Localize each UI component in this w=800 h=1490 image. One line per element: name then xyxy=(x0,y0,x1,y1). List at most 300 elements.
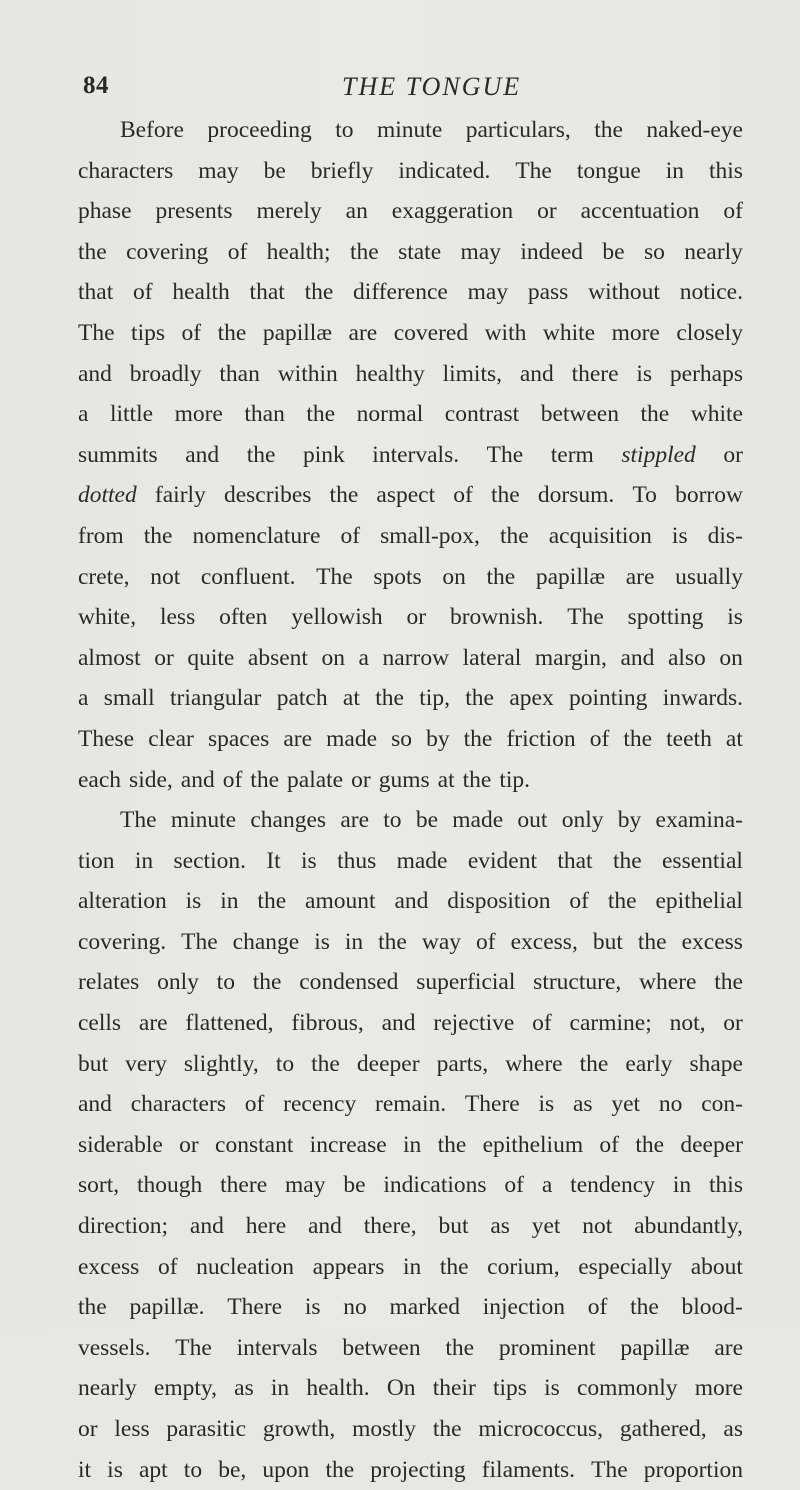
word: and xyxy=(189,1213,224,1240)
word: little xyxy=(109,401,154,428)
word: tips xyxy=(131,319,166,346)
word: rejective xyxy=(433,1010,515,1037)
word: or xyxy=(179,1131,199,1158)
word: quite xyxy=(187,644,235,671)
word: patch xyxy=(276,685,328,712)
text-line xyxy=(78,597,743,638)
word: To xyxy=(632,482,657,509)
word: are xyxy=(340,807,369,834)
word: health xyxy=(172,279,230,306)
word: injection xyxy=(482,1294,565,1321)
word: of xyxy=(723,198,743,225)
word: and xyxy=(307,1213,342,1240)
word: is xyxy=(544,1375,560,1402)
text-line xyxy=(78,232,743,273)
text-line xyxy=(78,394,743,435)
word: are xyxy=(138,1010,168,1037)
word: on xyxy=(719,644,743,671)
word: abundantly, xyxy=(634,1213,743,1240)
word: remain. xyxy=(375,1091,447,1118)
word: by xyxy=(426,725,450,752)
word: excess xyxy=(78,1253,140,1280)
word: is xyxy=(304,1294,321,1321)
word: this xyxy=(708,157,743,184)
word: and xyxy=(519,360,554,387)
word: each xyxy=(78,766,122,793)
word: tip. xyxy=(499,766,531,793)
word: may xyxy=(285,1172,326,1199)
word: a xyxy=(78,401,89,428)
word: is xyxy=(727,604,743,631)
word: than xyxy=(244,401,285,428)
word: healthy xyxy=(355,360,425,387)
word: fairly xyxy=(154,482,206,509)
word: is xyxy=(314,928,330,955)
word: The xyxy=(591,1456,628,1483)
word: tips xyxy=(492,1375,527,1402)
word: not xyxy=(582,1213,613,1240)
text-line xyxy=(78,1328,743,1369)
text-line xyxy=(78,354,743,395)
word: the xyxy=(637,928,667,955)
text-line xyxy=(78,1125,743,1166)
word: proportion xyxy=(643,1456,743,1483)
word: characters xyxy=(78,157,174,184)
word: naked-eye xyxy=(646,117,743,143)
word: to xyxy=(383,807,402,834)
word: margin, xyxy=(534,644,607,671)
word: closely xyxy=(676,319,743,346)
word: covering xyxy=(126,238,209,265)
word: within xyxy=(277,360,338,387)
word: may xyxy=(467,279,509,306)
word: at xyxy=(725,725,743,752)
word: apt xyxy=(138,1456,168,1483)
word: of xyxy=(244,1091,265,1118)
word: slightly, xyxy=(183,1050,259,1077)
word: projecting xyxy=(370,1456,466,1483)
word: superficial xyxy=(416,969,516,996)
word: the xyxy=(311,1050,340,1077)
word: to xyxy=(335,117,354,143)
word: The xyxy=(567,604,604,631)
word: almost xyxy=(78,644,141,671)
word: notice. xyxy=(679,279,743,306)
word: commonly xyxy=(576,1375,678,1402)
word: or xyxy=(723,1010,743,1037)
word: mostly xyxy=(352,1416,417,1442)
word: summits xyxy=(78,441,158,468)
word: On xyxy=(386,1375,416,1402)
word: normal xyxy=(356,401,424,428)
word: not, xyxy=(669,1010,706,1037)
word: There xyxy=(227,1294,283,1321)
word: of xyxy=(227,238,248,265)
word: white xyxy=(690,401,743,428)
word: tongue xyxy=(576,157,641,184)
word: spots xyxy=(373,563,422,590)
word: excess, xyxy=(510,928,578,955)
word: covered xyxy=(393,319,469,346)
word: constant xyxy=(215,1131,294,1158)
running-head: THE TONGUE xyxy=(342,72,522,101)
word: the xyxy=(612,847,642,874)
word: palate xyxy=(287,766,344,793)
text-line xyxy=(78,191,743,232)
word: the xyxy=(349,238,379,265)
word: without xyxy=(588,279,660,306)
word: micrococcus, xyxy=(478,1416,604,1442)
word: in xyxy=(134,847,154,874)
word: there xyxy=(220,1172,268,1199)
word: the xyxy=(463,725,493,752)
text-line xyxy=(78,1247,743,1288)
word: to xyxy=(275,1050,295,1077)
text-line xyxy=(78,313,743,354)
word: relates xyxy=(78,969,140,996)
word: the xyxy=(445,1334,475,1361)
word: especially xyxy=(578,1253,673,1280)
text-line xyxy=(78,719,743,760)
word: in xyxy=(402,1131,422,1158)
word: as xyxy=(234,1375,254,1402)
word: brownish. xyxy=(449,604,544,631)
word: the xyxy=(623,725,653,752)
word: be xyxy=(602,238,625,265)
word: indicated. xyxy=(398,157,491,184)
word: particulars, xyxy=(465,117,571,143)
text-line xyxy=(78,1084,743,1125)
word: no xyxy=(343,1294,367,1321)
word: vessels. xyxy=(78,1334,151,1361)
word: briefly xyxy=(310,157,374,184)
word: as xyxy=(490,1213,510,1240)
word: and xyxy=(78,1091,112,1118)
word: is xyxy=(538,1091,555,1118)
word: a xyxy=(78,685,89,712)
word: at xyxy=(342,685,360,712)
word: tip, xyxy=(419,685,450,712)
word: a xyxy=(358,644,369,671)
word: corium, xyxy=(487,1253,560,1280)
text-line xyxy=(78,678,743,719)
word: way xyxy=(421,928,462,955)
text-line xyxy=(78,1044,743,1085)
word: the xyxy=(250,766,280,793)
word: the xyxy=(630,1294,659,1321)
word: term xyxy=(550,441,594,468)
word: the xyxy=(246,441,276,468)
word: prominent xyxy=(498,1334,596,1361)
word: the xyxy=(325,1456,355,1483)
word: is xyxy=(671,522,688,549)
word: parasitic xyxy=(166,1416,247,1442)
word: indications xyxy=(383,1172,487,1199)
text-line xyxy=(78,922,743,963)
word: stippled xyxy=(621,441,696,468)
word: where xyxy=(505,1050,563,1077)
word: an xyxy=(345,198,368,225)
word: less xyxy=(159,604,196,631)
word: the xyxy=(714,969,743,996)
text-line xyxy=(78,1450,743,1490)
word: in xyxy=(672,1172,692,1199)
word: tendency xyxy=(570,1172,655,1199)
word: filaments. xyxy=(481,1456,576,1483)
text-line xyxy=(78,1409,743,1450)
word: yet xyxy=(611,1091,641,1118)
word: thus xyxy=(337,847,377,874)
word: essential xyxy=(662,847,743,874)
word: difference xyxy=(353,279,448,306)
word: side, xyxy=(129,766,173,793)
word: of xyxy=(157,1253,178,1280)
word: apex xyxy=(509,685,554,712)
word: of xyxy=(181,319,202,346)
text-line xyxy=(78,1287,743,1328)
word: here xyxy=(245,1213,287,1240)
word: dorsum. xyxy=(537,482,615,509)
word: characters xyxy=(130,1091,226,1118)
word: nucleation xyxy=(196,1253,294,1280)
word: between xyxy=(342,1334,421,1361)
word: increase xyxy=(309,1131,387,1158)
word: recency xyxy=(283,1091,357,1118)
word: by xyxy=(617,807,642,834)
word: the xyxy=(635,1131,665,1158)
word: is xyxy=(107,1456,123,1483)
word: made xyxy=(396,847,448,874)
word: con- xyxy=(701,1091,743,1118)
word: the xyxy=(78,238,107,265)
word: growth, xyxy=(262,1416,336,1442)
word: evident xyxy=(467,847,537,874)
word: to xyxy=(216,969,235,996)
word: are xyxy=(714,1334,743,1361)
word: or xyxy=(537,198,557,225)
word: of xyxy=(133,279,153,306)
word: inwards. xyxy=(662,685,743,712)
word: are xyxy=(283,725,313,752)
text-line xyxy=(78,881,743,922)
word: though xyxy=(137,1172,203,1199)
word: white, xyxy=(78,604,137,631)
word: is xyxy=(636,360,653,387)
word: or xyxy=(723,441,743,468)
word: the xyxy=(486,563,516,590)
word: alteration xyxy=(78,888,167,915)
word: appears xyxy=(312,1253,385,1280)
word: more xyxy=(611,319,660,346)
word: siderable xyxy=(78,1131,163,1158)
text-line xyxy=(78,435,743,476)
word: is xyxy=(301,847,317,874)
word: narrow xyxy=(382,644,450,671)
word: condensed xyxy=(299,969,399,996)
word: proceeding xyxy=(207,117,312,143)
text-line xyxy=(78,962,743,1003)
page-number: 84 xyxy=(83,72,109,99)
word: the xyxy=(378,928,407,955)
word: on xyxy=(442,563,466,590)
word: blood- xyxy=(681,1294,743,1321)
word: usually xyxy=(675,563,743,590)
word: to xyxy=(183,1456,203,1483)
word: the xyxy=(257,888,287,915)
word: aspect xyxy=(376,482,436,509)
word: but xyxy=(592,928,623,955)
word: in xyxy=(402,1253,422,1280)
word: tion xyxy=(78,847,115,874)
word: the xyxy=(329,482,359,509)
word: The xyxy=(120,807,157,834)
text-line xyxy=(78,151,743,192)
word: perhaps xyxy=(669,360,743,387)
word: but xyxy=(78,1050,109,1077)
word: yet xyxy=(531,1213,561,1240)
word: parts, xyxy=(436,1050,489,1077)
word: small xyxy=(103,685,155,712)
word: and xyxy=(180,766,215,793)
word: is xyxy=(185,888,202,915)
word: on xyxy=(321,644,345,671)
word: the xyxy=(462,766,492,793)
word: The xyxy=(175,1334,212,1361)
word: or xyxy=(351,766,371,793)
word: direction; xyxy=(78,1213,169,1240)
word: it xyxy=(78,1456,92,1483)
word: often xyxy=(219,604,268,631)
word: papillæ xyxy=(535,563,606,590)
word: lateral xyxy=(462,644,522,671)
word: in xyxy=(270,1375,290,1402)
word: epithelium xyxy=(482,1131,584,1158)
text-line xyxy=(78,638,743,679)
word: These xyxy=(78,725,135,752)
word: minute xyxy=(170,807,237,834)
word: accentuation xyxy=(580,198,700,225)
word: It xyxy=(266,847,281,874)
word: small-pox, xyxy=(380,522,480,549)
word: The xyxy=(78,319,115,346)
text-line xyxy=(78,516,743,557)
word: made xyxy=(326,725,378,752)
word: or xyxy=(406,604,427,631)
word: teeth xyxy=(666,725,712,752)
word: their xyxy=(432,1375,476,1402)
word: flattened, xyxy=(185,1010,274,1037)
text-line xyxy=(78,800,743,841)
word: carmine; xyxy=(569,1010,652,1037)
word: the xyxy=(217,319,247,346)
text-line xyxy=(78,760,743,801)
word: the xyxy=(143,522,173,549)
word: may xyxy=(198,157,239,184)
word: health; xyxy=(266,238,331,265)
word: but xyxy=(438,1213,469,1240)
word: or xyxy=(154,644,174,671)
word: spotting xyxy=(627,604,704,631)
word: The xyxy=(316,563,353,590)
word: minute xyxy=(376,117,443,143)
word: only xyxy=(157,969,199,996)
word: shape xyxy=(689,1050,743,1077)
word: the xyxy=(304,279,334,306)
word: about xyxy=(690,1253,743,1280)
word: not xyxy=(150,563,181,590)
word: the xyxy=(499,522,529,549)
word: merely xyxy=(256,198,322,225)
word: nomenclature xyxy=(192,522,321,549)
word: and xyxy=(620,644,655,671)
word: or xyxy=(78,1416,98,1442)
word: and xyxy=(185,441,220,468)
text-line xyxy=(78,110,743,151)
word: phase xyxy=(78,198,132,225)
word: the xyxy=(607,888,637,915)
word: of xyxy=(453,482,473,509)
word: be xyxy=(415,807,438,834)
word: the xyxy=(78,1294,107,1321)
word: there xyxy=(571,360,619,387)
word: may xyxy=(460,238,501,265)
word: as xyxy=(723,1416,743,1442)
word: acquisition xyxy=(548,522,652,549)
word: with xyxy=(484,319,527,346)
word: exaggeration xyxy=(391,198,514,225)
word: out xyxy=(517,807,548,834)
word: yellowish xyxy=(291,604,383,631)
word: of xyxy=(476,928,496,955)
word: of xyxy=(589,725,610,752)
word: from xyxy=(78,522,124,549)
word: and xyxy=(381,1010,416,1037)
word: of xyxy=(587,1294,608,1321)
word: sort, xyxy=(78,1172,120,1199)
word: marked xyxy=(389,1294,460,1321)
word: health. xyxy=(306,1375,370,1402)
word: more xyxy=(694,1375,743,1402)
text-line xyxy=(78,1368,743,1409)
word: this xyxy=(709,1172,743,1199)
word: limits, xyxy=(442,360,502,387)
word: of xyxy=(532,1010,552,1037)
word: so xyxy=(391,725,412,752)
word: be xyxy=(343,1172,366,1199)
word: pointing xyxy=(569,685,648,712)
word: the xyxy=(579,1050,609,1077)
word: papillæ xyxy=(262,319,333,346)
word: that xyxy=(557,847,593,874)
word: examina- xyxy=(655,807,743,834)
text-line xyxy=(78,1206,743,1247)
word: intervals xyxy=(236,1334,318,1361)
word: are xyxy=(625,563,655,590)
word: clear xyxy=(148,725,194,752)
word: less xyxy=(114,1416,150,1442)
word: friction xyxy=(506,725,576,752)
word: of xyxy=(599,1131,619,1158)
word: The xyxy=(515,157,552,184)
page-header xyxy=(0,72,800,112)
word: structure, xyxy=(533,969,622,996)
word: a xyxy=(541,1172,553,1199)
word: between xyxy=(540,401,619,428)
word: more xyxy=(174,401,223,428)
word: early xyxy=(625,1050,673,1077)
word: the xyxy=(491,482,520,509)
word: than xyxy=(219,360,260,387)
